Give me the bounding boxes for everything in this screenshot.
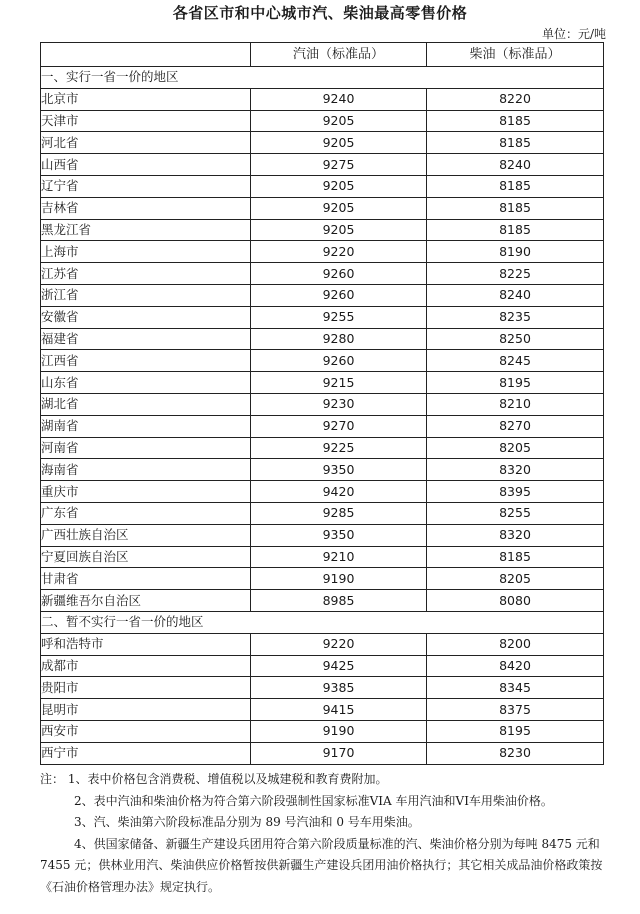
diesel-price-cell: 8195 [427,372,604,394]
gasoline-price-cell: 9220 [251,633,427,655]
gasoline-price-cell: 9240 [251,88,427,110]
section-label: 一、实行一省一价的地区 [41,67,604,89]
region-cell: 广西壮族自治区 [41,524,251,546]
region-cell: 西安市 [41,720,251,742]
region-cell: 新疆维吾尔自治区 [41,590,251,612]
gasoline-price-cell: 9190 [251,720,427,742]
gasoline-price-cell: 9420 [251,481,427,503]
table-row [41,677,604,699]
region-cell: 辽宁省 [41,175,251,197]
diesel-price-cell: 8245 [427,350,604,372]
table-row [41,241,604,263]
region-cell: 昆明市 [41,699,251,721]
gasoline-price-cell: 9350 [251,524,427,546]
region-cell: 北京市 [41,88,251,110]
table-row [41,284,604,306]
gasoline-price-cell: 9385 [251,677,427,699]
diesel-price-cell: 8420 [427,655,604,677]
region-cell: 上海市 [41,241,251,263]
gasoline-price-cell: 9205 [251,110,427,132]
diesel-price-cell: 8320 [427,459,604,481]
diesel-price-cell: 8250 [427,328,604,350]
table-row [41,459,604,481]
gasoline-price-cell: 9280 [251,328,427,350]
table-row [41,524,604,546]
table-row [41,590,604,612]
region-cell: 湖北省 [41,393,251,415]
gasoline-price-cell: 9270 [251,415,427,437]
region-cell: 天津市 [41,110,251,132]
region-cell: 广东省 [41,502,251,524]
table-row [41,328,604,350]
gasoline-price-cell: 9275 [251,154,427,176]
price-table [40,42,604,765]
gasoline-price-cell: 9205 [251,175,427,197]
table-row [41,720,604,742]
region-cell: 西宁市 [41,742,251,764]
diesel-price-cell: 8240 [427,154,604,176]
diesel-price-cell: 8185 [427,219,604,241]
table-row [41,393,604,415]
table-row [41,350,604,372]
region-cell: 贵阳市 [41,677,251,699]
table-row [41,699,604,721]
table-body [41,67,604,765]
table-row [41,372,604,394]
note-3: 3、汽、柴油第六阶段标准品分别为 89 号汽油和 0 号车用柴油。 [74,815,420,829]
diesel-price-cell: 8240 [427,284,604,306]
gasoline-price-cell: 9225 [251,437,427,459]
diesel-price-cell: 8190 [427,241,604,263]
gasoline-price-cell: 9220 [251,241,427,263]
region-cell: 黑龙江省 [41,219,251,241]
header-diesel: 柴油（标准品） [427,43,604,67]
region-cell: 成都市 [41,655,251,677]
header-region [41,43,251,67]
unit-label: 单位：元/吨 [541,27,606,41]
table-row [41,502,604,524]
gasoline-price-cell: 9215 [251,372,427,394]
diesel-price-cell: 8320 [427,524,604,546]
region-cell: 呼和浩特市 [41,633,251,655]
note-1: 注： 1、表中价格包含消费税、增值税以及城建税和教育费附加。 [40,772,388,786]
diesel-price-cell: 8185 [427,197,604,219]
table-row [41,568,604,590]
region-cell: 山东省 [41,372,251,394]
region-cell: 江西省 [41,350,251,372]
note-2: 2、表中汽油和柴油价格为符合第六阶段强制性国家标准VIA 车用汽油和VI车用柴油价格。 [74,793,553,808]
diesel-price-cell: 8185 [427,110,604,132]
diesel-price-cell: 8395 [427,481,604,503]
region-cell: 海南省 [41,459,251,481]
diesel-price-cell: 8230 [427,742,604,764]
gasoline-price-cell: 9350 [251,459,427,481]
notes [40,769,608,898]
table-row [41,481,604,503]
gasoline-price-cell: 9415 [251,699,427,721]
region-cell: 河北省 [41,132,251,154]
diesel-price-cell: 8205 [427,437,604,459]
section-label: 二、暂不实行一省一价的地区 [41,611,604,633]
region-cell: 重庆市 [41,481,251,503]
region-cell: 甘肃省 [41,568,251,590]
table-row [41,742,604,764]
diesel-price-cell: 8235 [427,306,604,328]
diesel-price-cell: 8345 [427,677,604,699]
region-cell: 浙江省 [41,284,251,306]
diesel-price-cell: 8080 [427,590,604,612]
gasoline-price-cell: 9190 [251,568,427,590]
diesel-price-cell: 8225 [427,263,604,285]
note-4: 4、供国家储备、新疆生产建设兵团用符合第六阶段质量标准的汽、柴油价格分别为每吨 8475 元和 7455 元；供林业用汽、柴油供应价格暂按供新疆生产建设兵团用油价格执行；其它相关成品油价格政策按《石油价格管理办法》规定执行。 [40,836,603,894]
diesel-price-cell: 8185 [427,546,604,568]
diesel-price-cell: 8255 [427,502,604,524]
table-row [41,110,604,132]
region-cell: 江苏省 [41,263,251,285]
table-row [41,175,604,197]
table-row [41,219,604,241]
gasoline-price-cell: 8985 [251,590,427,612]
diesel-price-cell: 8205 [427,568,604,590]
diesel-price-cell: 8195 [427,720,604,742]
region-cell: 宁夏回族自治区 [41,546,251,568]
gasoline-price-cell: 9170 [251,742,427,764]
gasoline-price-cell: 9205 [251,132,427,154]
gasoline-price-cell: 9260 [251,284,427,306]
diesel-price-cell: 8185 [427,175,604,197]
gasoline-price-cell: 9285 [251,502,427,524]
diesel-price-cell: 8220 [427,88,604,110]
diesel-price-cell: 8270 [427,415,604,437]
section-row [41,611,604,633]
table-row [41,263,604,285]
region-cell: 安徽省 [41,306,251,328]
table-row [41,132,604,154]
diesel-price-cell: 8210 [427,393,604,415]
page-title: 各省区市和中心城市汽、柴油最高零售价格 [172,4,468,22]
table-row [41,546,604,568]
table-header-row [41,43,604,67]
table-row [41,633,604,655]
gasoline-price-cell: 9255 [251,306,427,328]
diesel-price-cell: 8375 [427,699,604,721]
region-cell: 福建省 [41,328,251,350]
gasoline-price-cell: 9210 [251,546,427,568]
table-row [41,306,604,328]
gasoline-price-cell: 9260 [251,350,427,372]
region-cell: 河南省 [41,437,251,459]
gasoline-price-cell: 9205 [251,197,427,219]
table-row [41,655,604,677]
table-row [41,197,604,219]
region-cell: 吉林省 [41,197,251,219]
region-cell: 山西省 [41,154,251,176]
diesel-price-cell: 8200 [427,633,604,655]
table-row [41,154,604,176]
gasoline-price-cell: 9230 [251,393,427,415]
gasoline-price-cell: 9425 [251,655,427,677]
table-row [41,415,604,437]
region-cell: 湖南省 [41,415,251,437]
header-gasoline: 汽油（标准品） [251,43,427,67]
diesel-price-cell: 8185 [427,132,604,154]
table-row [41,88,604,110]
gasoline-price-cell: 9260 [251,263,427,285]
gasoline-price-cell: 9205 [251,219,427,241]
section-row [41,67,604,89]
table-row [41,437,604,459]
